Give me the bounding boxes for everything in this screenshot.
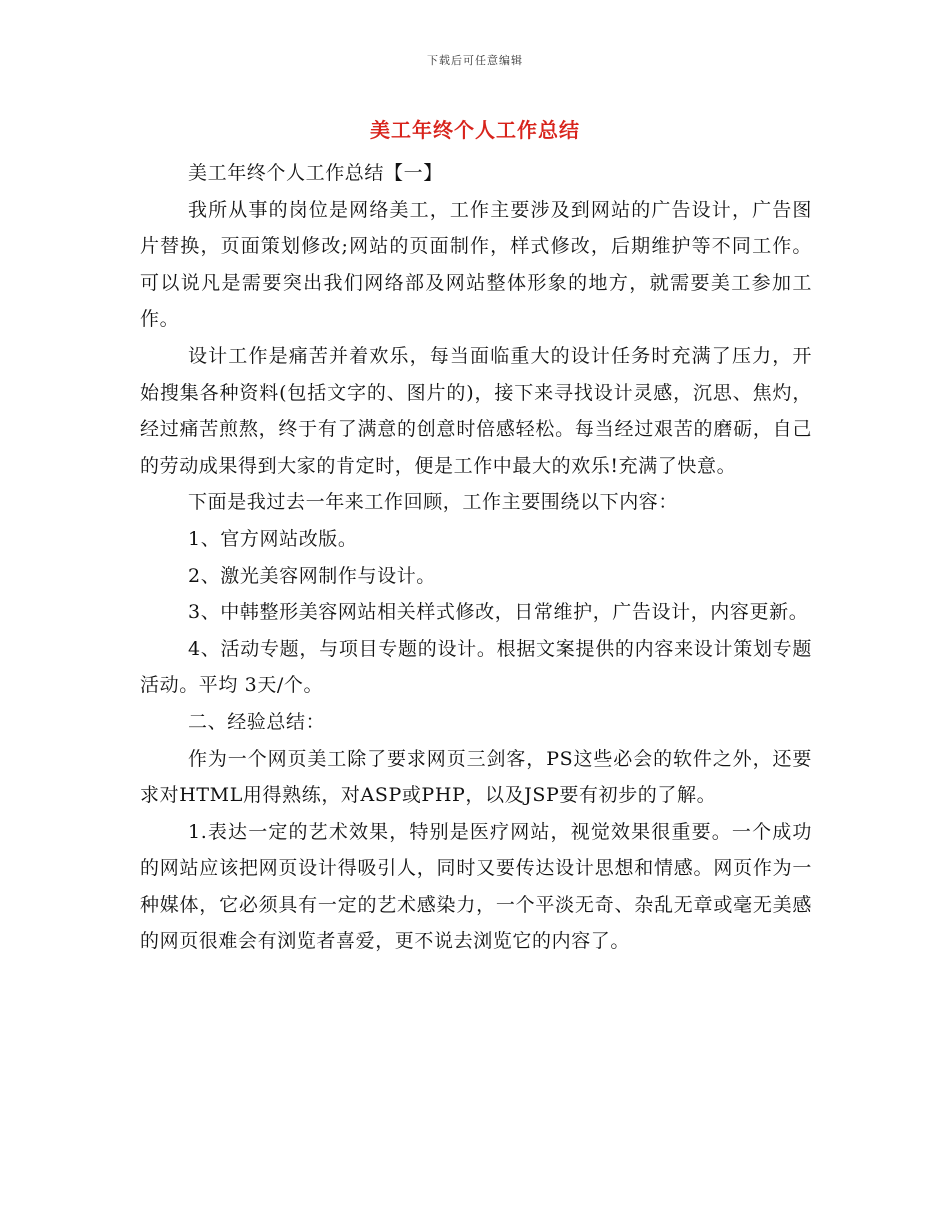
list-item-3: 3、中韩整形美容网站相关样式修改，日常维护，广告设计，内容更新。 [188, 601, 809, 624]
paragraph-skills: 作为一个网页美工除了要求网页三剑客，PS这些必会的软件之外，还要求对HTML用得熟练，对ASP或PHP，以及JSP要有初步的了解。 [140, 747, 812, 807]
document-title: 美工年终个人工作总结 [370, 118, 580, 142]
section-heading-experience: 二、经验总结： [188, 710, 326, 733]
header-note: 下载后可任意编辑 [427, 54, 523, 67]
document-body [140, 155, 812, 960]
list-item-4: 4、活动专题，与项目专题的设计。根据文案提供的内容来设计策划专题活动。平均 3天/个。 [140, 637, 812, 697]
paragraph-design-work: 设计工作是痛苦并着欢乐，每当面临重大的设计任务时充满了压力，开始搜集各种资料(包括文字的、图片的)，接下来寻找设计灵感，沉思、焦灼，经过痛苦煎熬，终于有了满意的创意时倍感轻松。每当经过艰苦的磨砺，自己的劳动成果得到大家的肯定时，便是工作中最大的欢乐!充满了快意。 [140, 344, 812, 477]
paragraph-review-intro: 下面是我过去一年来工作回顾，工作主要围绕以下内容： [188, 491, 679, 514]
section-heading-1: 美工年终个人工作总结【一】 [188, 162, 443, 184]
paragraph-job-description: 我所从事的岗位是网络美工，工作主要涉及到网站的广告设计，广告图片替换，页面策划修改;网站的页面制作，样式修改，后期维护等不同工作。可以说凡是需要突出我们网络部及网站整体形象的地方，就需要美工参加工作。 [140, 198, 812, 331]
paragraph-artistic-effect: 1.表达一定的艺术效果，特别是医疗网站，视觉效果很重要。一个成功的网站应该把网页设计得吸引人，同时又要传达设计思想和情感。网页作为一种媒体，它必须具有一定的艺术感染力，一个平淡无奇、杂乱无章或毫无美感的网页很难会有浏览者喜爱，更不说去浏览它的内容了。 [140, 820, 812, 953]
list-item-2: 2、激光美容网制作与设计。 [188, 564, 436, 587]
list-item-1: 1、官方网站改版。 [188, 527, 358, 550]
